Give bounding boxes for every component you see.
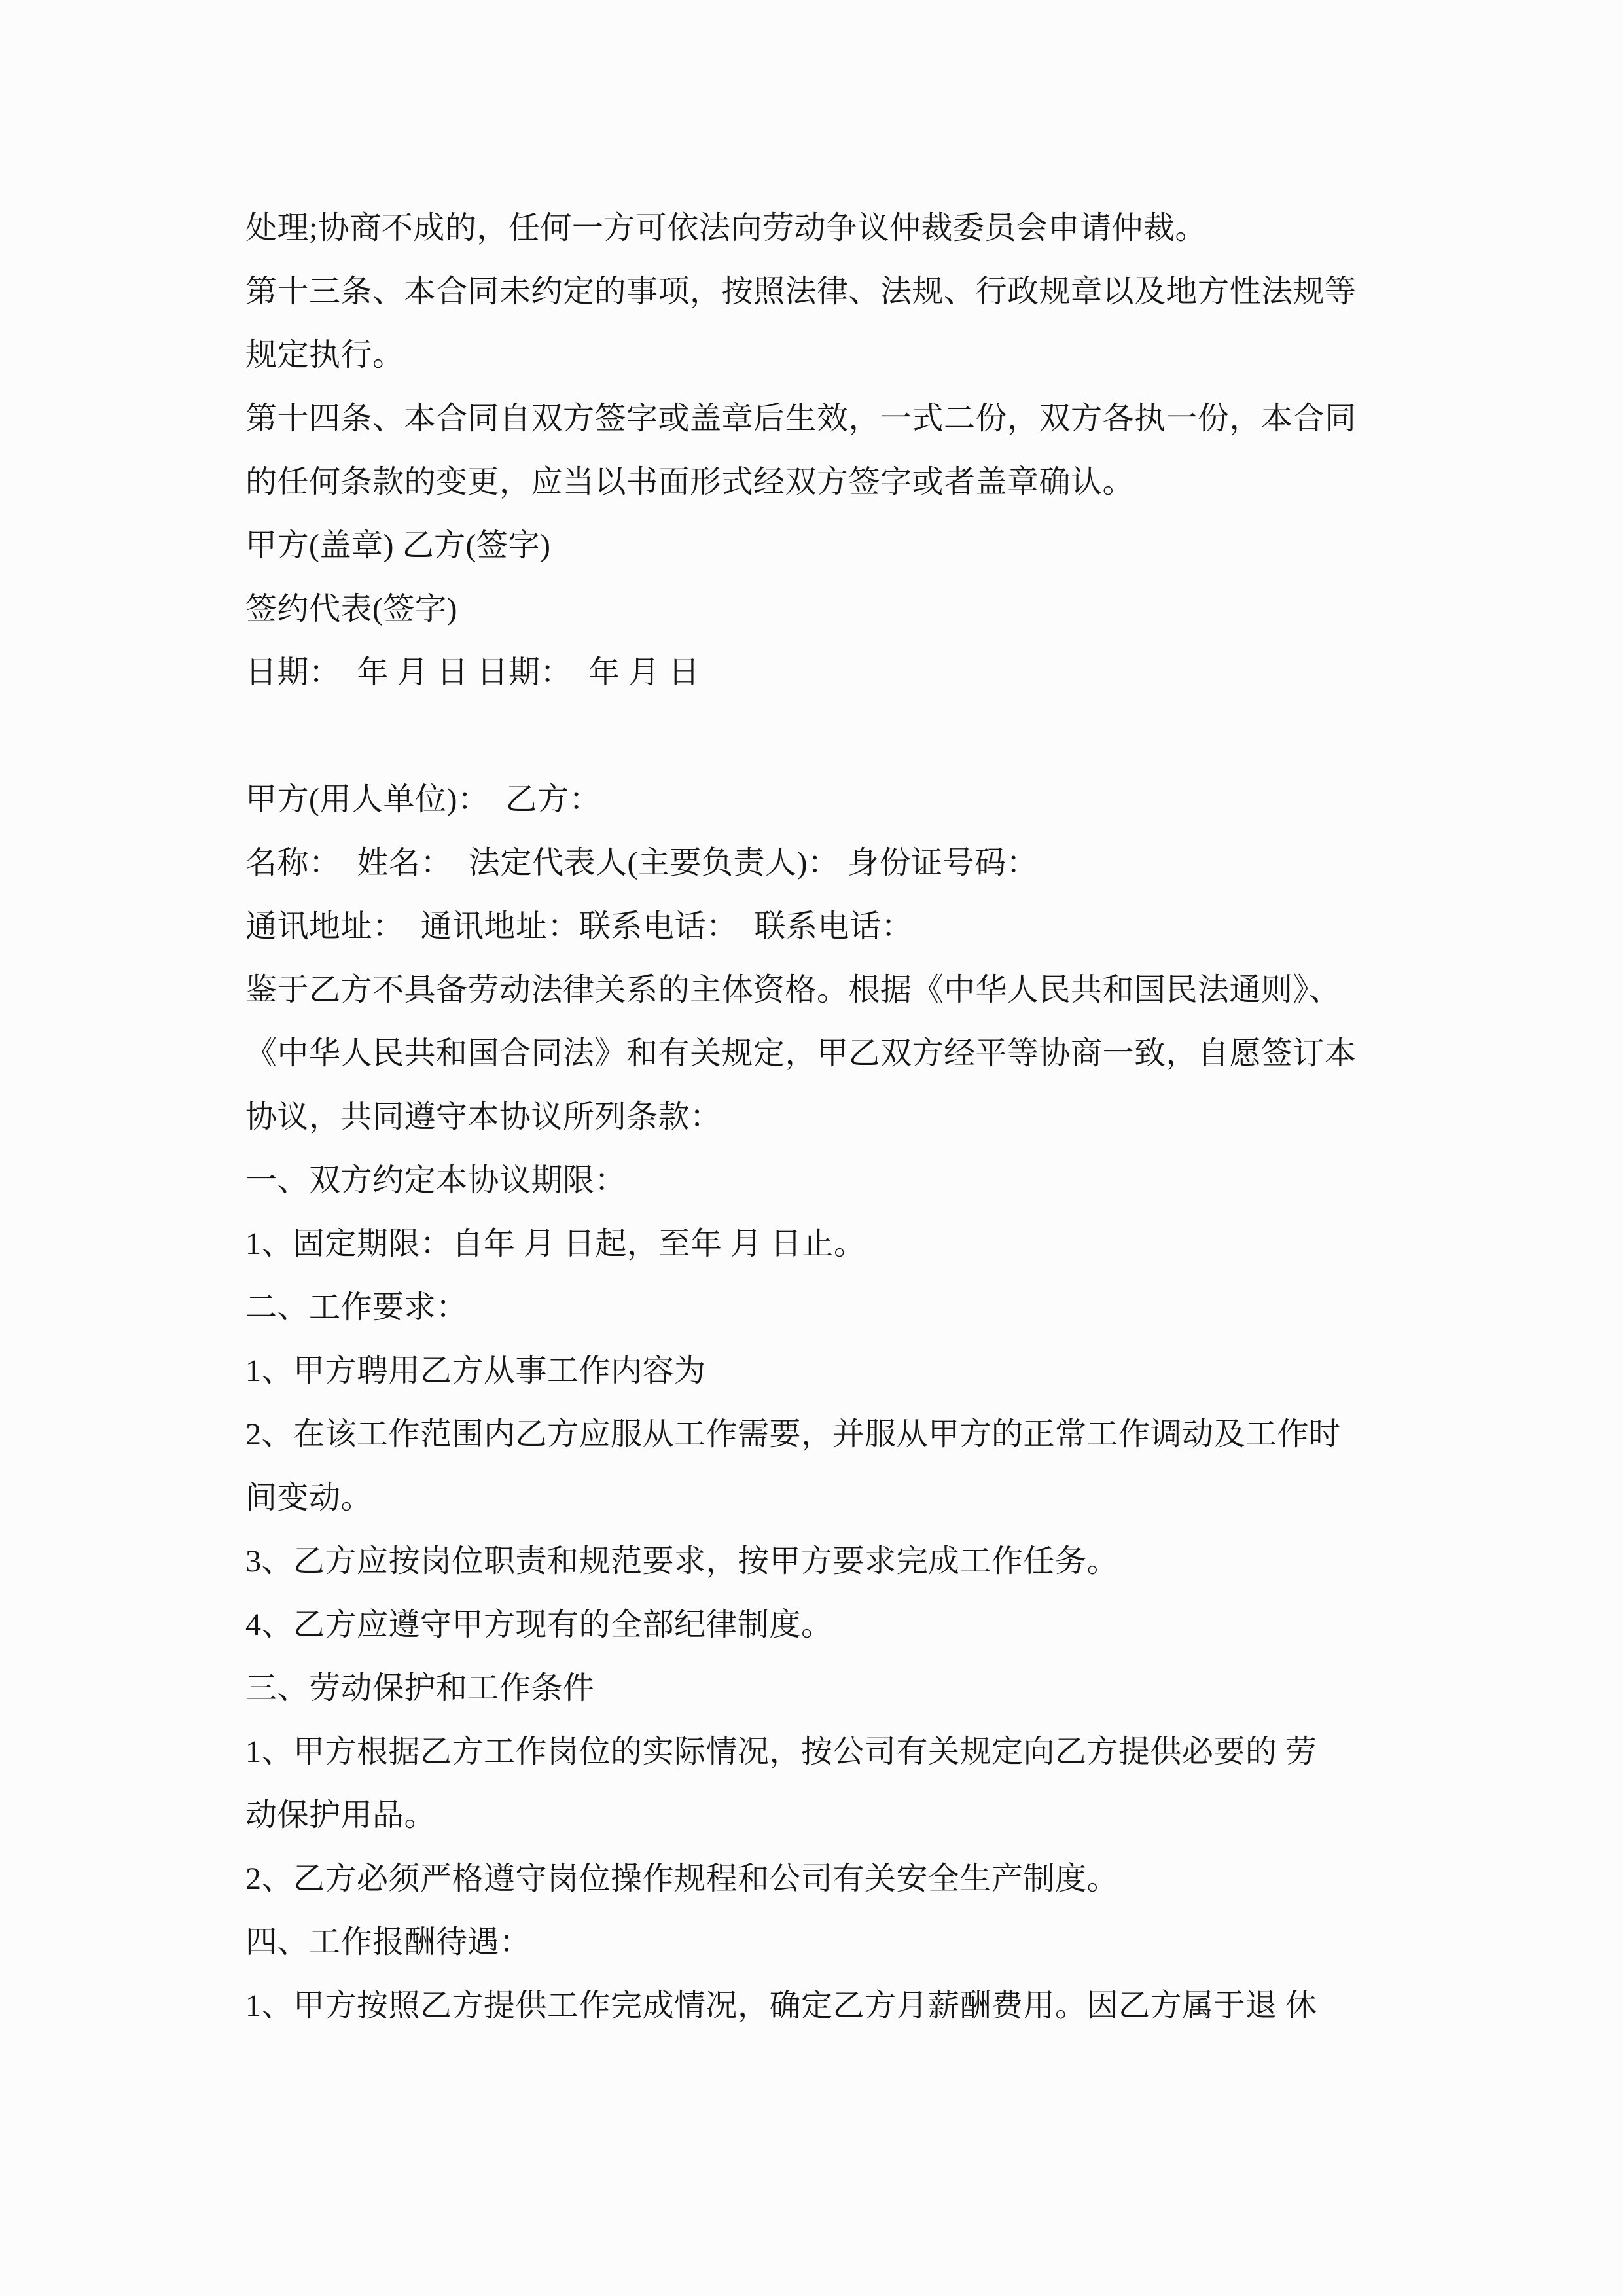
- contract-text-line: 签约代表(签字): [245, 592, 457, 626]
- contract-text-line: 2、在该工作范围内乙方应服从工作需要，并服从甲方的正常工作调动及工作时: [245, 1417, 1341, 1452]
- contract-text-line: 3、乙方应按岗位职责和规范要求，按甲方要求完成工作任务。: [245, 1544, 1119, 1579]
- contract-text-line: 1、甲方按照乙方提供工作完成情况，确定乙方月薪酬费用。因乙方属于退 休: [245, 1988, 1317, 2023]
- contract-text-block: [245, 196, 1397, 2037]
- contract-text-line: 间变动。: [245, 1480, 373, 1515]
- contract-text-line: 第十三条、本合同未约定的事项，按照法律、法规、行政规章以及地方性法规等: [245, 274, 1357, 309]
- contract-text-line: 三、劳动保护和工作条件: [245, 1671, 595, 1706]
- contract-text-line: 四、工作报酬待遇：: [245, 1925, 531, 1960]
- contract-text-line: 甲方(用人单位)： 乙方：: [245, 782, 601, 817]
- contract-text-line: 1、甲方聘用乙方从事工作内容为: [245, 1354, 706, 1388]
- contract-text-line: 协议，共同遵守本协议所列条款：: [245, 1100, 722, 1134]
- contract-text-line: 处理;协商不成的，任何一方可依法向劳动争议仲裁委员会申请仲裁。: [245, 211, 1207, 245]
- contract-text-line: 1、固定期限：自年 月 日起，至年 月 日止。: [245, 1227, 866, 1261]
- contract-text-line: 的任何条款的变更，应当以书面形式经双方签字或者盖章确认。: [245, 465, 1135, 499]
- contract-text-line: 二、工作要求：: [245, 1290, 468, 1325]
- contract-text-line: 动保护用品。: [245, 1798, 437, 1833]
- contract-text-line: 名称： 姓名： 法定代表人(主要负责人)： 身份证号码：: [245, 846, 1038, 880]
- contract-text-line: 日期： 年 月 日 日期： 年 月 日: [245, 655, 700, 690]
- contract-text-line: 2、乙方必须严格遵守岗位操作规程和公司有关安全生产制度。: [245, 1861, 1119, 1896]
- contract-text-line: 第十四条、本合同自双方签字或盖章后生效，一式二份，双方各执一份，本合同: [245, 401, 1357, 436]
- contract-text-line: 通讯地址： 通讯地址：联系电话： 联系电话：: [245, 909, 914, 944]
- contract-text-line: 4、乙方应遵守甲方现有的全部纪律制度。: [245, 1607, 833, 1642]
- contract-text-line: 鉴于乙方不具备劳动法律关系的主体资格。根据《中华人民共和国民法通则》、: [245, 973, 1341, 1007]
- contract-text-line: 1、甲方根据乙方工作岗位的实际情况，按公司有关规定向乙方提供必要的 劳: [245, 1734, 1317, 1769]
- contract-text-line: 甲方(盖章) 乙方(签字): [245, 528, 551, 563]
- blank-line: [245, 704, 1397, 768]
- contract-text-line: 规定执行。: [245, 338, 404, 372]
- contract-text-line: 《中华人民共和国合同法》和有关规定，甲乙双方经平等协商一致，自愿签订本: [245, 1036, 1357, 1071]
- contract-text-line: 一、双方约定本协议期限：: [245, 1163, 627, 1198]
